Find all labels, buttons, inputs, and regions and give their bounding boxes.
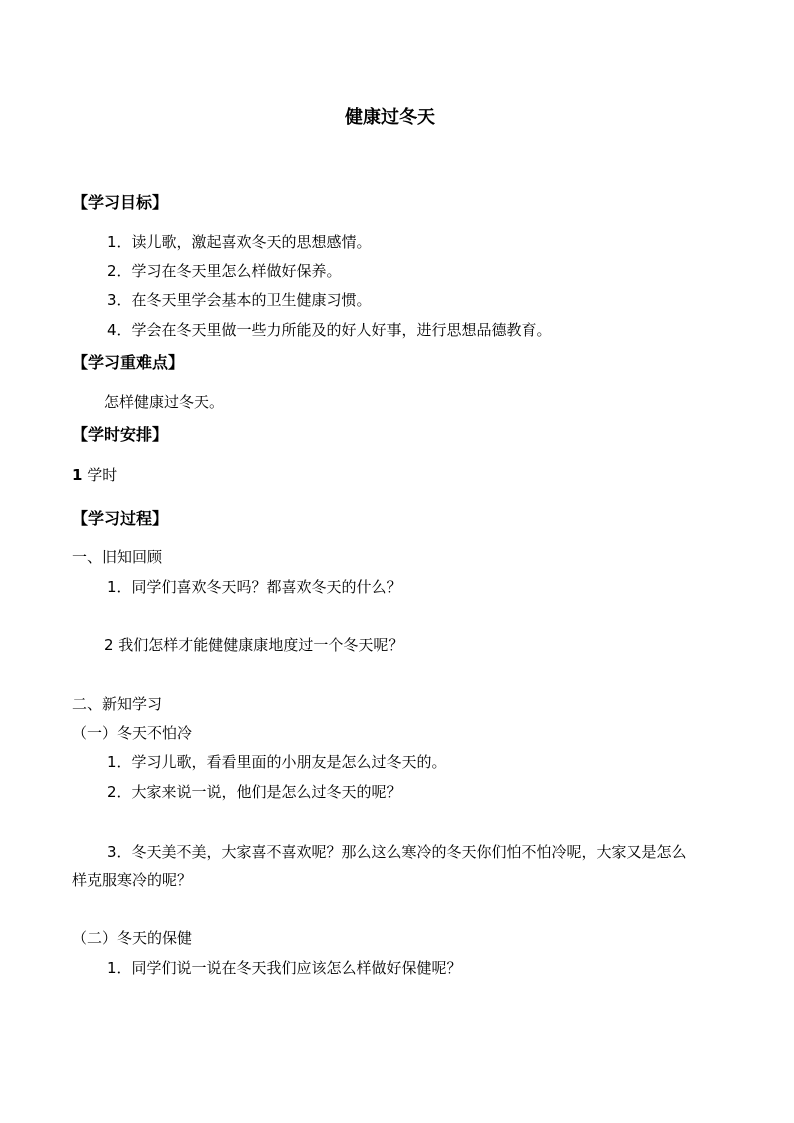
objective-item: 3．在冬天里学会基本的卫生健康习惯。 <box>107 291 372 309</box>
lesson-item-line1: 3．冬天美不美，大家喜不喜欢呢？那么这么寒冷的冬天你们怕不怕冷呢，大家又是怎么 <box>107 843 687 861</box>
document-title: 健康过冬天 <box>345 107 435 128</box>
schedule-number: 1 <box>72 466 83 484</box>
objective-item: 2．学习在冬天里怎么样做好保养。 <box>107 262 342 280</box>
subsection-title: （一）冬天不怕冷 <box>72 724 193 742</box>
objective-item: 4．学会在冬天里做一些力所能及的好人好事，进行思想品德教育。 <box>107 321 552 339</box>
objective-item: 1．读儿歌，激起喜欢冬天的思想感情。 <box>107 233 372 251</box>
lesson-item: 2．大家来说一说，他们是怎么过冬天的呢？ <box>107 783 402 801</box>
subsection-title: （二）冬天的保健 <box>72 929 193 947</box>
lesson-item: 1．学习儿歌，看看里面的小朋友是怎么过冬天的。 <box>107 753 447 771</box>
question-item: 2 我们怎样才能健健康康地度过一个冬天呢？ <box>104 636 404 654</box>
key-points-text: 怎样健康过冬天。 <box>104 393 225 411</box>
lesson-item: 1．同学们说一说在冬天我们应该怎么样做好保健呢？ <box>107 959 462 977</box>
key-points-heading: 【学习重难点】 <box>72 353 185 372</box>
schedule-text <box>72 465 117 485</box>
section-title: 二、新知学习 <box>72 695 163 713</box>
question-item: 1．同学们喜欢冬天吗？都喜欢冬天的什么？ <box>107 578 402 596</box>
lesson-item-line2: 样克服寒冷的呢？ <box>72 871 193 889</box>
schedule-unit: 学时 <box>87 466 118 484</box>
process-heading: 【学习过程】 <box>72 509 169 528</box>
schedule-heading: 【学时安排】 <box>72 425 169 444</box>
objectives-heading: 【学习目标】 <box>72 193 169 212</box>
section-title: 一、旧知回顾 <box>72 548 163 566</box>
